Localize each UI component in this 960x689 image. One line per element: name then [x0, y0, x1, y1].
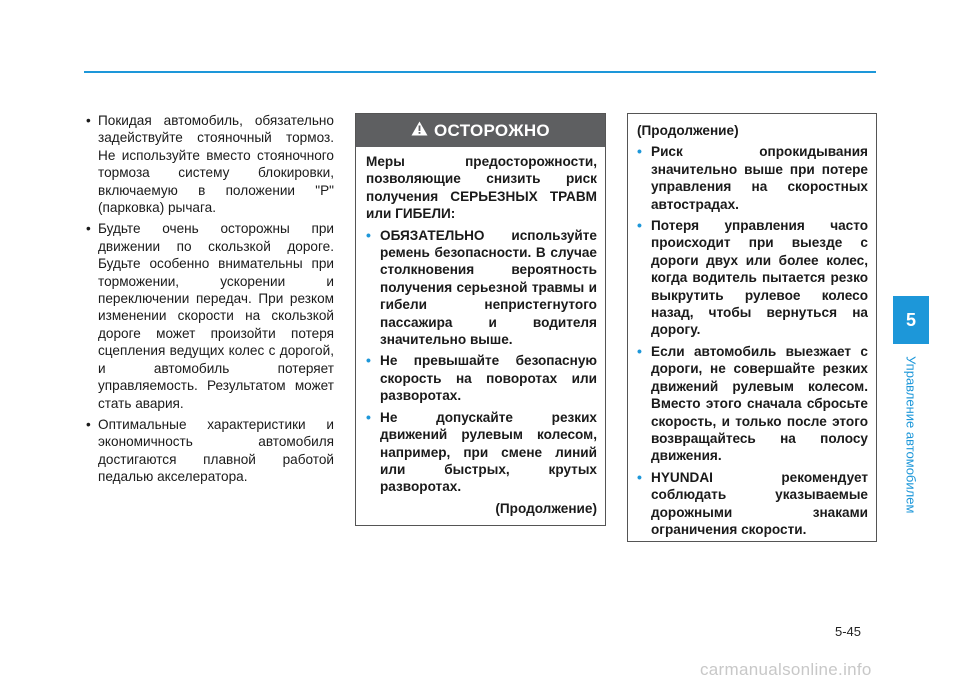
warning-intro: Меры предосторожности, позволяющие снизить риск получения СЕРЬЕЗНЫХ ТРАВМ или ГИБЕЛИ: [366, 154, 597, 222]
chapter-number-tab: 5 [893, 296, 929, 344]
continued-bullet-list [637, 143, 868, 538]
warning-title: ОСТОРОЖНО [434, 120, 550, 140]
list-item: • Покидая автомобиль, обязательно задействуйте стояночный тормоз. Не используйте вместо стояночного тормоза систему блокировки, включаемую в положении "P" (парковка) рычага. [86, 113, 334, 216]
list-item: • ОБЯЗАТЕЛЬНО используйте ремень безопасности. В случае столкновения вероятность получения серьезной травмы и гибели непристегнутого пассажира и водителя значительно выше. [366, 226, 597, 348]
left-column [86, 112, 334, 490]
continued-label: (Продолжение) [495, 500, 597, 516]
list-item: • Риск опрокидывания значительно выше при потере управления на скоростных автострадах. [637, 143, 868, 212]
chapter-title [893, 350, 929, 520]
warning-body [356, 147, 605, 517]
continued-box [627, 113, 877, 542]
warning-header [356, 114, 605, 147]
top-rule [84, 71, 876, 73]
list-item: • Будьте очень осторожны при движении по скользкой дороге. Будьте особенно внимательны при торможении, ускорении и переключении передач. При резком изменении скорости на скользкой дороге может произойти потеря сцепления ведущих колес с дорогой, и автомобиль потеряет управляемость. Результатом может стать авария. [86, 221, 334, 411]
list-item: • Если автомобиль выезжает с дороги, не совершайте резких движений рулевым колесом. Вместо этого сначала сбросьте скорость, и только после этого возвращайтесь на полосу движения. [637, 342, 868, 464]
list-item: • HYUNDAI рекомендует соблюдать указываемые дорожными знаками ограничения скорости. [637, 468, 868, 537]
warning-triangle-icon [411, 121, 428, 141]
list-item: • Не допускайте резких движений рулевым колесом, например, при смене линий или быстрых, крутых разворотах. [366, 408, 597, 495]
chapter-title-text: Управление автомобилем [903, 356, 919, 514]
list-item: • Не превышайте безопасную скорость на поворотах или разворотах. [366, 352, 597, 404]
page-number: 5-45 [835, 624, 862, 639]
left-bullet-list [86, 112, 334, 486]
list-item: • Оптимальные характеристики и экономичность автомобиля достигаются плавной работой педалью акселератора. [86, 416, 334, 485]
continued-header: (Продолжение) [637, 123, 739, 138]
watermark: carmanualsonline.info [700, 660, 872, 679]
warning-bullet-list [366, 227, 597, 496]
list-item: • Потеря управления часто происходит при выезде с дороги двух или более колес, когда водитель пытается резко выкрутить рулевое колесо назад, чтобы вернуться на дорогу. [637, 217, 868, 338]
warning-box [355, 113, 606, 526]
